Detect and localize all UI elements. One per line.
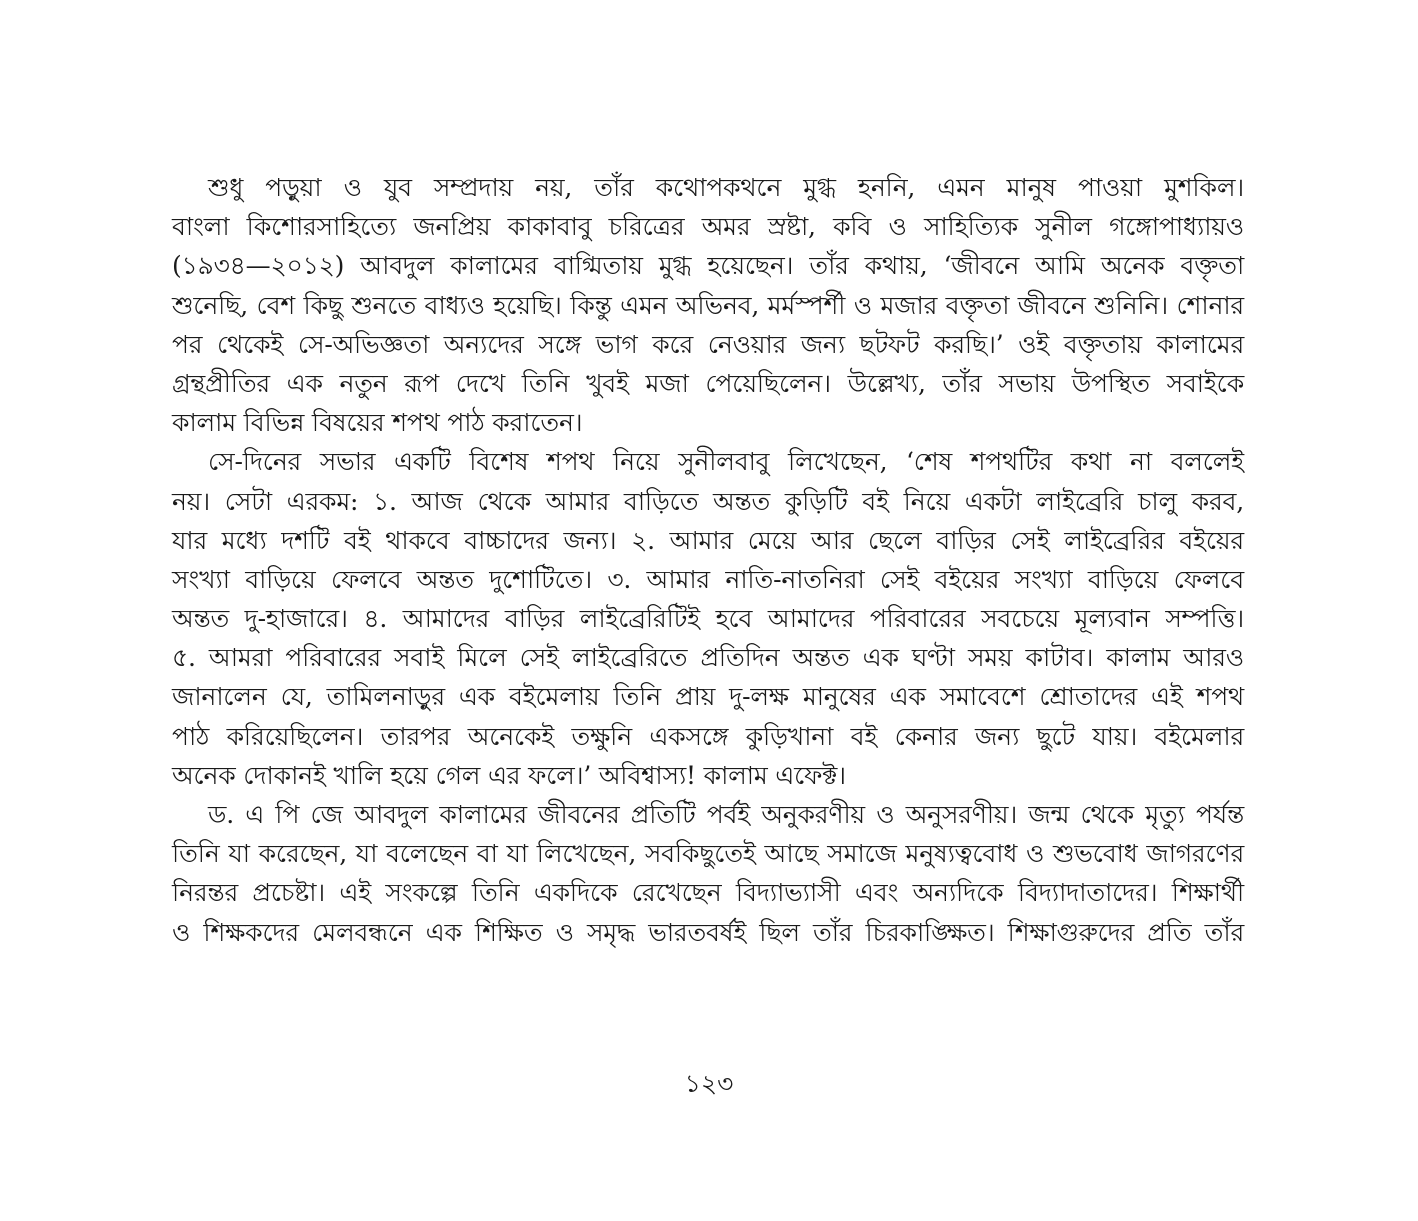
paragraph-2-line-7: জানালেন যে, তামিলনাড়ুর এক বইমেলায় তিনি প্রায় দু-লক্ষ মানুষের এক সমাবেশে শ্রোতাদের এই শপথ — [172, 682, 1244, 712]
paragraph-2-line-6: ৫. আমরা পরিবারের সবাই মিলে সেই লাইব্রেরিতে প্রতিদিন অন্তত এক ঘণ্টা সময় কাটাব। কালাম আরও — [172, 643, 1244, 673]
paragraph-2-line-8: পাঠ করিয়েছিলেন। তারপর অনেকেই তক্ষুনি একসঙ্গে কুড়িখানা বই কেনার জন্য ছুটে যায়। বইমেলার — [172, 721, 1244, 751]
page-number: ১২৩ — [684, 1069, 734, 1098]
paragraph-2-line-4: সংখ্যা বাড়িয়ে ফেলবে অন্তত দুশোটিতে। ৩. আমার নাতি-নাতনিরা সেই বইয়ের সংখ্যা বাড়িয়ে ফেলবে — [172, 564, 1244, 594]
paragraph-3-line-4: ও শিক্ষকদের মেলবন্ধনে এক শিক্ষিত ও সমৃদ্ধ ভারতবর্ষই ছিল তাঁর চিরকাঙ্ক্ষিত। শিক্ষাগুরুদের প্রতি তাঁর — [172, 917, 1244, 947]
paragraph-2-line-9: অনেক দোকানই খালি হয়ে গেল এর ফলে।’ অবিশ্বাস্য! কালাম এফেক্ট। — [172, 760, 846, 790]
body-text — [172, 168, 1244, 952]
paragraph-1-line-7: কালাম বিভিন্ন বিষয়ের শপথ পাঠ করাতেন। — [172, 408, 583, 438]
paragraph-1-line-1: শুধু পড়ুয়া ও যুব সম্প্রদায় নয়, তাঁর কথোপকথনে মুগ্ধ হননি, এমন মানুষ পাওয়া মুশকিল। — [208, 173, 1244, 202]
paragraph-1-line-3: (১৯৩৪—২০১২) আবদুল কালামের বাগ্মিতায় মুগ্ধ হয়েছেন। তাঁর কথায়, ‘জীবনে আমি অনেক বক্তৃতা — [172, 251, 1244, 281]
paragraph-2-line-2: নয়। সেটা এরকম: ১. আজ থেকে আমার বাড়িতে অন্তত কুড়িটি বই নিয়ে একটা লাইব্রেরি চালু করব, — [172, 486, 1244, 516]
paragraph-2-line-1: সে-দিনের সভার একটি বিশেষ শপথ নিয়ে সুনীলবাবু লিখেছেন, ‘শেষ শপথটির কথা না বললেই — [208, 447, 1244, 477]
paragraph-1-line-4: শুনেছি, বেশ কিছু শুনতে বাধ্যও হয়েছি। কিন্তু এমন অভিনব, মর্মস্পর্শী ও মজার বক্তৃতা জীবনে শুনিনি। শোনার — [172, 290, 1244, 320]
paragraph-3-line-1: ড. এ পি জে আবদুল কালামের জীবনের প্রতিটি পর্বই অনুকরণীয় ও অনুসরণীয়। জন্ম থেকে মৃত্যু পর্যন্ত — [208, 800, 1244, 829]
paragraph-3-line-2: তিনি যা করেছেন, যা বলেছেন বা যা লিখেছেন, সবকিছুতেই আছে সমাজে মনুষ্যত্ববোধ ও শুভবোধ জাগরণের — [172, 839, 1244, 869]
paragraph-2-line-5: অন্তত দু-হাজারে। ৪. আমাদের বাড়ির লাইব্রেরিটিই হবে আমাদের পরিবারের সবচেয়ে মূল্যবান সম্পত্তি। — [172, 604, 1244, 634]
paragraph-1-line-2: বাংলা কিশোরসাহিত্যে জনপ্রিয় কাকাবাবু চরিত্রের অমর স্রষ্টা, কবি ও সাহিত্যিক সুনীল গঙ্গোপাধ্যায়ও — [172, 212, 1244, 242]
paragraph-1-line-6: গ্রন্থপ্রীতির এক নতুন রূপ দেখে তিনি খুবই মজা পেয়েছিলেন। উল্লেখ্য, তাঁর সভায় উপস্থিত সবাইকে — [172, 368, 1244, 398]
paragraph-3-line-3: নিরন্তর প্রচেষ্টা। এই সংকল্পে তিনি একদিকে রেখেছেন বিদ্যাভ্যাসী এবং অন্যদিকে বিদ্যাদাতাদের। শিক্ষার্থী — [172, 878, 1244, 908]
paragraph-2-line-3: যার মধ্যে দশটি বই থাকবে বাচ্চাদের জন্য। ২. আমার মেয়ে আর ছেলে বাড়ির সেই লাইব্রেরির বইয়ের — [172, 525, 1244, 555]
paragraph-1-line-5: পর থেকেই সে-অভিজ্ঞতা অন্যদের সঙ্গে ভাগ করে নেওয়ার জন্য ছটফট করছি।’ ওই বক্তৃতায় কালামের — [172, 329, 1244, 359]
